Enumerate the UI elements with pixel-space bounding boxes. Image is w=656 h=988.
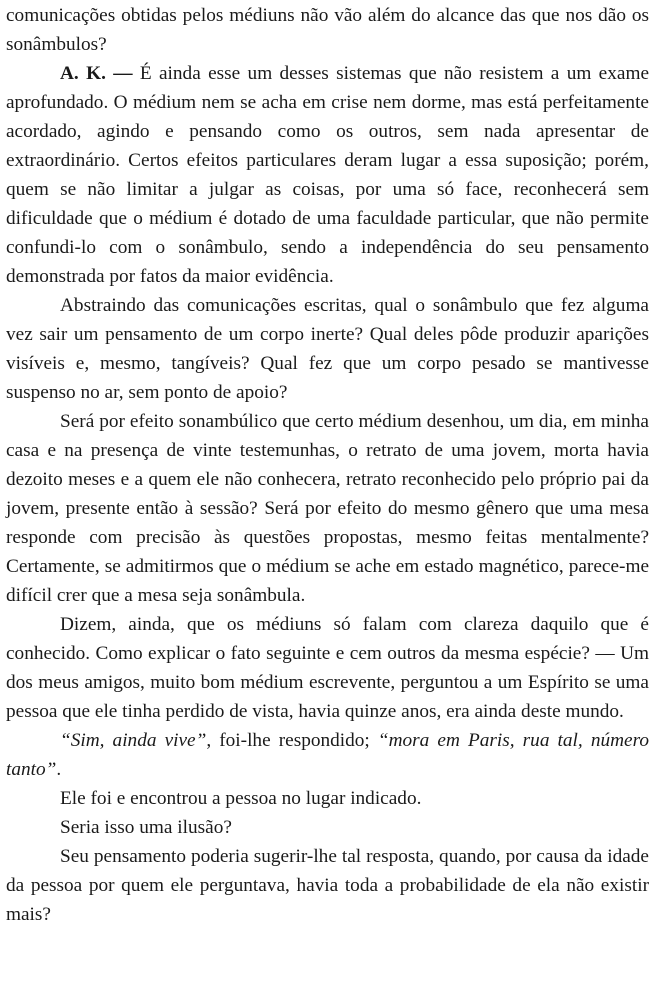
quote-second: “mora em Paris, rua tal, número tanto” bbox=[6, 730, 650, 780]
quote-first: “Sim, ainda vive” bbox=[60, 730, 207, 751]
answer-text: É ainda esse um desses sistemas que não resistem a um exame aprofundado. O médium nem se acha em crise nem dorme, mas está perfeitamente acordado, agindo e pensando como os outros, sem nada apresentar de extraordinário. Certos efeitos particulares deram lugar a essa suposição; porém, quem se não limitar a julgar as coisas, por uma só face, reconhecerá sem dificuldade que o médium é dotado de uma faculdade particular, que não permite confundi-lo com o sonâmbulo, sendo a independência do seu pensamento demonstrada por fatos da maior evidência. bbox=[6, 63, 649, 287]
paragraph-sera: Será por efeito sonambúlico que certo médium desenhou, um dia, em minha casa e na presença de vinte testemunhas, o retrato de uma jovem, morta havia dezoito meses e a quem ele não conhecera, retrato reconhecido pelo próprio pai da jovem, presente então à sessão? Será por efeito do mesmo gênero que uma mesa responde com precisão às questões propostas, mesmo feitas mentalmente? Certamente, se admitirmos que o médium se ache em estado magnético, parece-me difícil crer que a mesa seja sonâmbula. bbox=[6, 411, 649, 606]
page-text bbox=[6, 0, 649, 929]
speaker-label: A. K. — bbox=[60, 63, 133, 84]
quote-middle: , foi-lhe respondido; bbox=[206, 730, 378, 751]
paragraph-ilusao: Seria isso uma ilusão? bbox=[60, 817, 232, 838]
quote-end: . bbox=[56, 759, 62, 780]
paragraph-abstraindo: Abstraindo das comunicações escritas, qual o sonâmbulo que fez alguma vez sair um pensamento de um corpo inerte? Qual deles pôde produzir aparições visíveis e, mesmo, tangíveis? Qual fez que um corpo pesado se mantivesse suspenso no ar, sem ponto de apoio? bbox=[6, 295, 649, 403]
paragraph-pensamento: Seu pensamento poderia sugerir-lhe tal resposta, quando, por causa da idade da pessoa por quem ele perguntava, havia toda a probabilidade de ela não existir mais? bbox=[6, 846, 649, 925]
paragraph-ele-foi: Ele foi e encontrou a pessoa no lugar indicado. bbox=[60, 788, 422, 809]
paragraph-dizem: Dizem, ainda, que os médiuns só falam com clareza daquilo que é conhecido. Como explicar o fato seguinte e cem outros da mesma espécie? — Um dos meus amigos, muito bom médium escrevente, perguntou a um Espírito se uma pessoa que ele tinha perdido de vista, havia quinze anos, era ainda deste mundo. bbox=[6, 614, 649, 722]
paragraph-continuation: comunicações obtidas pelos médiuns não vão além do alcance das que nos dão os sonâmbulos? bbox=[6, 5, 649, 55]
paragraph-quote bbox=[6, 726, 649, 784]
paragraph-ak-answer bbox=[6, 59, 649, 291]
